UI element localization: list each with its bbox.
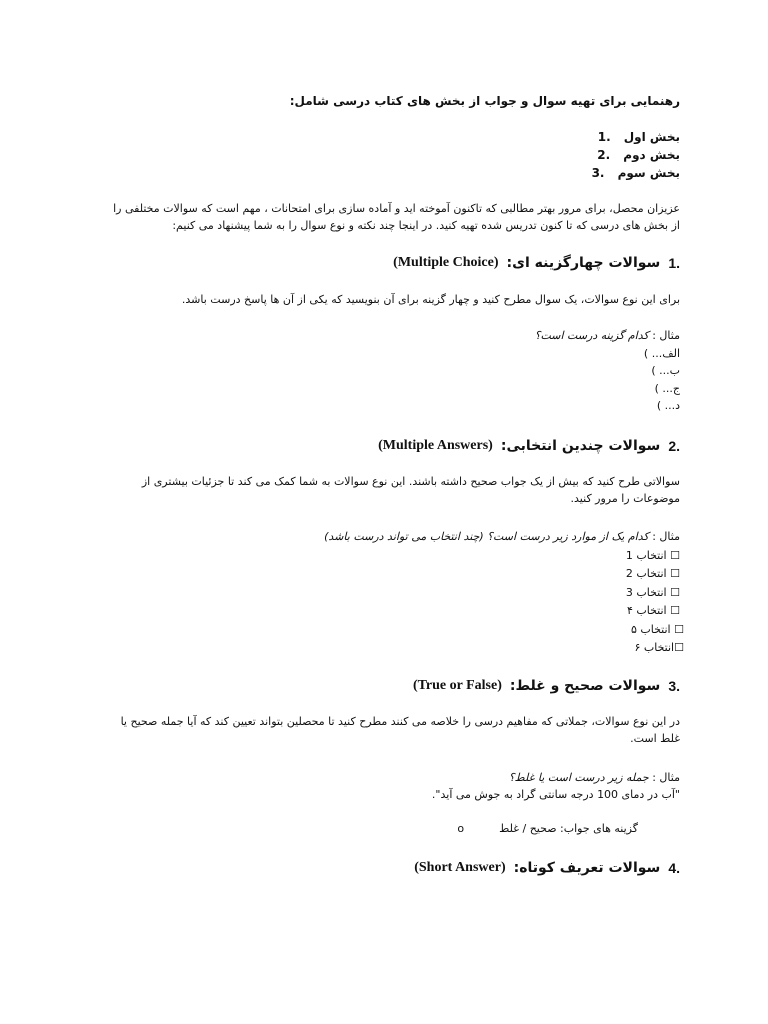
bullet-icon: o [457,822,465,835]
section-4-english: (Short Answer) [414,860,506,875]
section-list-number: 1. [597,130,611,144]
choice-label: انتخاب ۶ [634,641,675,654]
section-2-english: (Multiple Answers) [378,438,493,453]
intro-heading: رهنمایی برای تهیه سوال و جواب از بخش های کتاب درسی شامل: [289,94,680,108]
section-3-heading [120,678,680,694]
section-1-english: (Multiple Choice) [393,255,499,270]
choice-item [120,584,680,603]
section-list-label: بخش دوم [623,148,680,162]
section-2-heading [120,438,680,454]
section-list-item [120,146,680,164]
example-question [120,327,680,345]
option-item: الف... ) [643,346,680,360]
section-3-english: (True or False) [412,678,502,693]
example-label: مثال : [652,329,680,342]
choice-item [120,621,684,640]
section-1-heading [120,255,680,271]
choice-item [120,602,680,621]
section-3-example [120,769,680,803]
example-question-text: کدام گزینه درست است؟ [534,329,649,342]
section-list-item [120,164,680,182]
checkbox-icon: ☐ [670,567,680,580]
choice-label: انتخاب ۵ [630,622,671,636]
choice-item [120,565,680,584]
checkbox-icon: ☐ [670,585,680,599]
section-list-label: بخش اول [623,130,680,144]
section-2-description: سوالاتی طرح کنید که بیش از یک جواب صحیح داشته باشند. این نوع سوالات به شما کمک می کند تا جزئیات بیشتری از موضوعات را مرور کنید. [141,475,680,505]
section-3-description: در این نوع سوالات، جملاتی که مفاهیم درسی را خلاصه می کنند مطرح کنید تا محصلین بتواند تعیین کند که آیا جمله صحیح یا غلط است. [120,715,680,745]
section-3-title: سوالات صحیح و غلط: [509,678,661,694]
choice-item [120,639,684,658]
option-item: ج... ) [654,381,680,395]
choice-label: انتخاب 3 [625,585,667,599]
example-label: مثال : [652,530,680,543]
section-1-example [120,327,680,415]
section-3-number: 3. [668,678,680,694]
option-item: د... ) [656,399,680,412]
example-label: مثال : [652,771,680,784]
section-1-title: سوالات چهارگزینه ای: [506,255,661,271]
section-2-number: 2. [668,438,680,454]
checkbox-icon: ☐ [674,641,684,654]
example-question [120,769,680,786]
intro-paragraph: عزیزان محصل، برای مرور بهتر مطالبی که تاکنون آموخته اید و آماده سازی برای امتحانات ، مهم است که سوالات مختلفی را از بخش های درسی که تا کنون تدریس شده تهیه کنید. در اینجا چند نکته و نوع سوال را به شما پیشنهاد می کنیم: [113,202,680,232]
section-list-number: 3. [591,166,605,180]
section-2-example [120,528,684,658]
choice-item [120,547,680,566]
checkbox-icon: ☐ [674,622,684,636]
option-item: ب... ) [651,364,680,377]
section-4-number: 4. [668,860,680,876]
choice-label: انتخاب 2 [625,567,667,580]
example-question [120,528,680,547]
section-1-description: برای این نوع سوالات، یک سوال مطرح کنید و چهار گزینه برای آن بنویسید که یکی از آن ها پاسخ درست باشد. [181,293,680,306]
section-list-label: بخش سوم [617,166,680,180]
checkbox-icon: ☐ [670,548,680,562]
choice-label: انتخاب ۴ [626,604,667,617]
answer-options [238,822,638,835]
section-4-heading [120,860,680,876]
checkbox-icon: ☐ [670,604,680,617]
example-statement: "آب در دمای 100 درجه سانتی گراد به جوش می آید". [431,788,680,801]
example-question-text: جمله زیر درست است یا غلط؟ [508,771,649,784]
section-list-item [120,128,680,146]
section-1-number: 1. [668,255,680,271]
section-4-title: سوالات تعریف کوتاه: [513,860,661,876]
example-question-text: کدام یک از موارد زیر درست است؟ (چند انتخاب می تواند درست باشد) [324,530,649,543]
answer-options-text: گزینه های جواب: صحیح / غلط [499,822,638,835]
section-list [120,128,680,182]
choice-label: انتخاب 1 [625,548,667,562]
section-list-number: 2. [597,148,611,162]
section-2-title: سوالات چندین انتخابی: [500,438,661,454]
